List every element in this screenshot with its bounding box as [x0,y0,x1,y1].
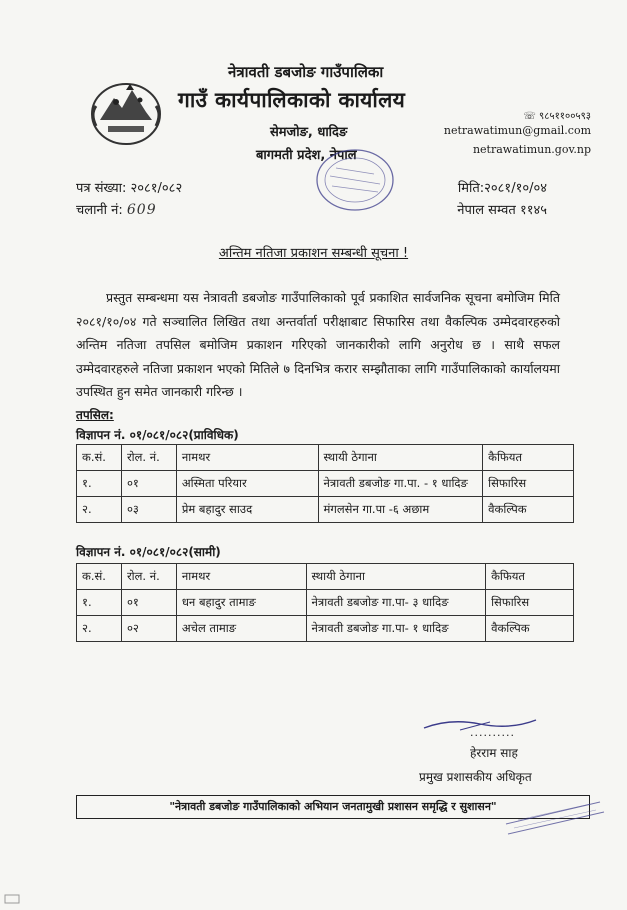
email-address: netrawatimun@gmail.com [443,124,591,137]
table-cell: वैकल्पिक [486,616,574,642]
advertisement-label-technical: विज्ञापन नं. ०१/०८१/०८२(प्राविधिक) [76,428,239,442]
table-cell: ०१ [121,471,176,497]
header-cell: रोल. नं. [121,564,176,590]
nepal-samvat: नेपाल सम्वत ११४५ [457,203,547,218]
nepal-emblem-logo [86,76,166,148]
results-table-technical [76,444,574,523]
header-cell: क.सं. [77,445,122,471]
notice-title: अन्तिम नतिजा प्रकाशन सम्बन्धी सूचना ! [218,246,409,261]
table-cell: सिफारिस [486,590,574,616]
officer-stamp [500,790,610,840]
patra-sankhya: पत्र संख्या: २०८१/०८२ [76,181,183,196]
table-cell: धन बहादुर तामाङ [176,590,306,616]
results-table-sami [76,563,574,642]
chalani-number [76,200,157,218]
table-cell: ०१ [121,590,176,616]
chalani-label: चलानी नं: [76,203,123,218]
table-cell: सिफारिस [483,471,574,497]
table-header-row [77,445,574,471]
date-miti: मिति:२०८१/१०/०४ [457,181,547,196]
scanner-icon [4,894,20,904]
signature-dots: .......... [470,726,515,739]
website-address: netrawatimun.gov.np [472,143,591,156]
header-cell: रोल. नं. [121,445,176,471]
province-name: बागमती प्रदेश, नेपाल [256,148,357,163]
header-cell: स्थायी ठेगाना [318,445,483,471]
header-cell: कैफियत [486,564,574,590]
tapasil-heading: तपसिल: [76,408,114,422]
notice-body: प्रस्तुत सम्बन्धमा यस नेत्रावती डबजोङ गाउँपालिकाको पूर्व प्रकाशित सार्वजनिक सूचना बमोजिम मिति २०८१/१०/०४ गते सञ्चालित लिखित तथा अन्तर्वार्ता परीक्षाबाट सिफारिस तथा वैकल्पिक उम्मेदवारहरुको अन्तिम नतिजा तपसिल बमोजिम प्रकाशन गरिएको जानकारीको लागि अनुरोध छ । साथै सफल उम्मेदवारहरुले नतिजा प्रकाशन भएको मितिले ७ दिनभित्र करार सम्झौताका लागि गाउँपालिकाको कार्यालयमा उपस्थित हुन समेत जानकारी गरिन्छ । [76,290,560,399]
table-cell: नेत्रावती डबजोङ गा.पा- १ धादिङ [306,616,486,642]
table-cell: १. [77,590,122,616]
header-cell: क.सं. [77,564,122,590]
table-cell: १. [77,471,122,497]
phone-number: ☏ ९८५११००५९३ [523,111,591,122]
official-seal-stamp [300,140,410,220]
table-cell: मंगलसेन गा.पा -६ अछाम [318,497,483,523]
table-cell: ०३ [121,497,176,523]
table-cell: नेत्रावती डबजोङ गा.पा- ३ धादिङ [306,590,486,616]
table-cell: प्रेम बहादुर साउद [176,497,318,523]
office-location: सेमजोङ, धादिङ [270,125,348,140]
table-cell: अचेल तामाङ [176,616,306,642]
table-cell: नेत्रावती डबजोङ गा.पा. - १ धादिङ [318,471,483,497]
table-cell: ०२ [121,616,176,642]
table-row [77,616,574,642]
table-row [77,590,574,616]
advertisement-label-sami: विज्ञापन नं. ०१/०८१/०८२(सामी) [76,545,221,559]
table-row [77,497,574,523]
chalani-handwritten-value: 609 [126,202,157,218]
signatory-name: हेरराम साह [470,746,518,760]
header-cell: स्थायी ठेगाना [306,564,486,590]
office-name: गाउँ कार्यपालिकाको कार्यालय [178,88,406,112]
municipality-name: नेत्रावती डबजोङ गाउँपालिका [228,63,384,81]
table-header-row [77,564,574,590]
header-cell: नामथर [176,445,318,471]
table-cell: वैकल्पिक [483,497,574,523]
header-cell: कैफियत [483,445,574,471]
header-cell: नामथर [176,564,306,590]
table-cell: अस्मिता परियार [176,471,318,497]
table-cell: २. [77,497,122,523]
table-cell: २. [77,616,122,642]
municipality-slogan: "नेत्रावती डबजोङ गाउँपालिकाको अभियान जनतामुखी प्रशासन समृद्धि र सुशासन" [76,795,590,819]
table-row [77,471,574,497]
signatory-title: प्रमुख प्रशासकीय अधिकृत [419,770,532,784]
